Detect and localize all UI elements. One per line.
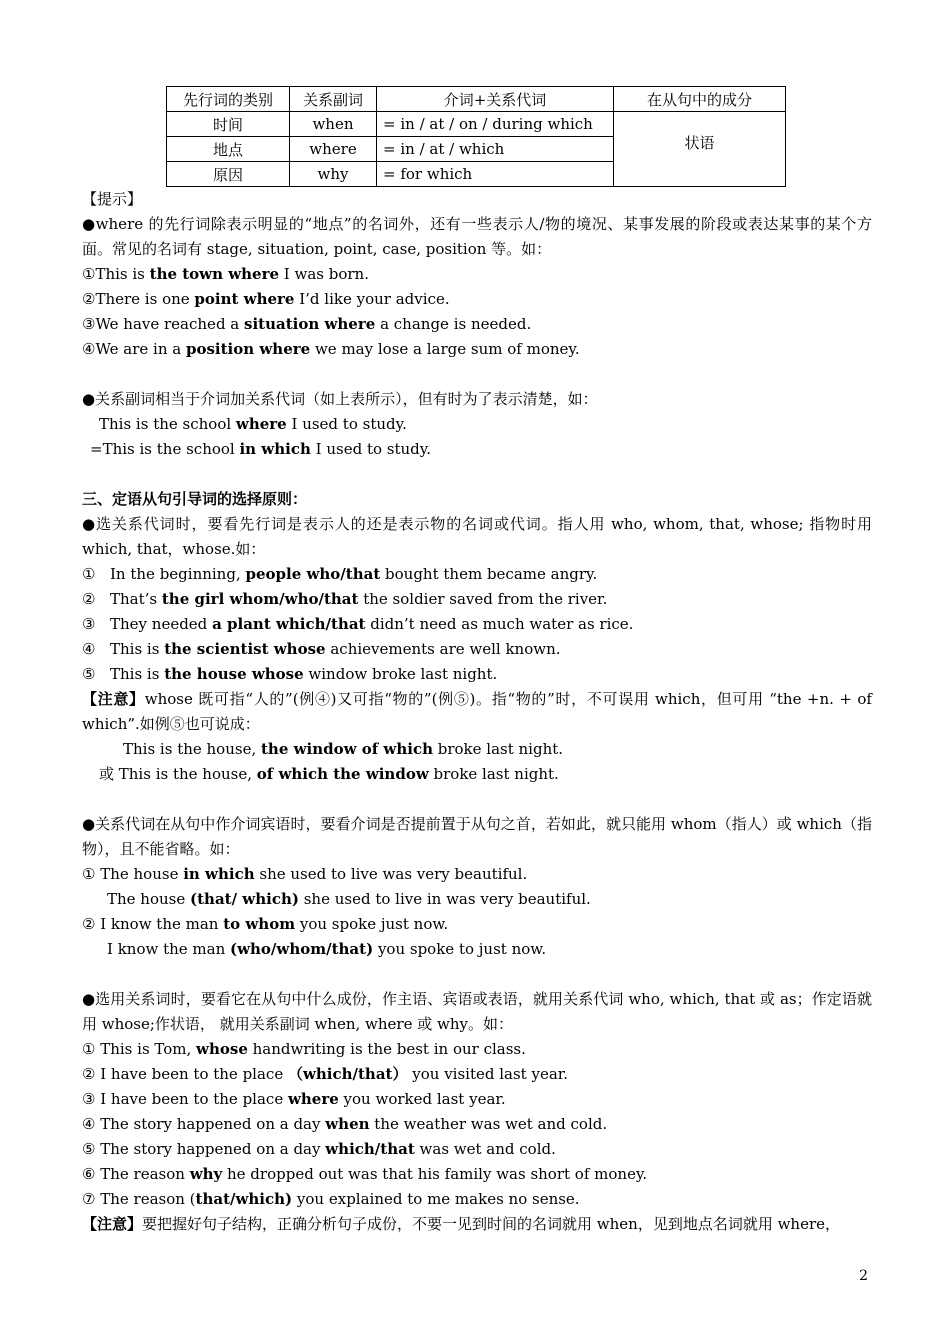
table-cell: = in / at / which — [377, 137, 614, 162]
rule-2: ●关系代词在从句中作介词宾语时，要看介词是否提前置于从句之首，若如此，就只能用 whom（指人）或 which（指物），且不能省略。如： — [82, 815, 872, 858]
table-cell: where — [290, 137, 377, 162]
example-line: ① This is Tom, whose handwriting is the best in our class. — [82, 1040, 526, 1058]
table-row — [167, 112, 786, 137]
example-line: ⑤ The story happened on a day which/that was wet and cold. — [82, 1140, 556, 1158]
section-title: 三、定语从句引导词的选择原则： — [82, 490, 308, 508]
table-cell: when — [290, 112, 377, 137]
example-line: ⑤ This is the house whose window broke last night. — [82, 665, 498, 683]
table-cell: = in / at / on / during which — [377, 112, 614, 137]
table-header: 在从句中的成分 — [614, 87, 786, 112]
example-line: ① In the beginning, people who/that bought them became angry. — [82, 565, 598, 583]
table-header: 关系副词 — [290, 87, 377, 112]
note-2: 【注意】要把握好句子结构，正确分析句子成份，不要一见到时间的名词就用 when，见到地点名词就用 where， — [82, 1215, 841, 1233]
example-line: ④ This is the scientist whose achievements are well known. — [82, 640, 561, 658]
example-line: ② I have been to the place （which/that） you visited last year. — [82, 1065, 569, 1083]
example-line: 或 This is the house, of which the window broke last night. — [99, 765, 559, 783]
example-line: ② I know the man to whom you spoke just now. — [82, 915, 449, 933]
example-line: ①This is the town where I was born. — [82, 265, 369, 283]
where-note: ●where 的先行词除表示明显的“地点”的名词外，还有一些表示人/物的境况、某事发展的阶段或表达某事的某个方面。常见的名词有 stage, situation, point, case, position 等。如： — [82, 215, 872, 258]
table-cell: = for which — [377, 162, 614, 187]
example-line: ③ They needed a plant which/that didn’t need as much water as rice. — [82, 615, 634, 633]
table-cell: 时间 — [167, 112, 290, 137]
document-page — [82, 86, 872, 1237]
adverb-note: ●关系副词相当于介词加关系代词（如上表所示），但有时为了表示清楚，如： — [82, 390, 598, 408]
tip-label: 【提示】 — [82, 190, 143, 208]
example-line: The house (that/ which) she used to live in was very beautiful. — [107, 890, 591, 908]
table-header-row — [167, 87, 786, 112]
example-line: ④We are in a position where we may lose a large sum of money. — [82, 340, 580, 358]
example-line: ② That’s the girl whom/who/that the soldier saved from the river. — [82, 590, 608, 608]
table-header: 先行词的类别 — [167, 87, 290, 112]
example-line: ⑥ The reason why he dropped out was that his family was short of money. — [82, 1165, 648, 1183]
note-1: 【注意】whose 既可指“人的”(例④)又可指“物的”(例⑤)。指“物的”时，不可误用 which，但可用 “the +n. + of which”.如例⑤也可说成： — [82, 690, 872, 733]
example-line: I know the man (who/whom/that) you spoke to just now. — [107, 940, 547, 958]
page-number: 2 — [859, 1268, 868, 1284]
table-cell: why — [290, 162, 377, 187]
table-cell: 原因 — [167, 162, 290, 187]
example-line: This is the house, the window of which broke last night. — [123, 740, 564, 758]
rule-3: ●选用关系词时，要看它在从句中什么成份，作主语、宾语或表语，就用关系代词 who, which, that 或 as；作定语就用 whose;作状语， 就用关系副词 when, where 或 why。如： — [82, 990, 872, 1033]
example-line: ③ I have been to the place where you worked last year. — [82, 1090, 506, 1108]
table-cell: 地点 — [167, 137, 290, 162]
example-line: ②There is one point where I’d like your advice. — [82, 290, 450, 308]
rule-1: ●选关系代词时，要看先行词是表示人的还是表示物的名词或代词。指人用 who, whom, that, whose; 指物时用 which, that，whose.如： — [82, 515, 872, 558]
example-line: ④ The story happened on a day when the weather was wet and cold. — [82, 1115, 608, 1133]
example-line: ③We have reached a situation where a change is needed. — [82, 315, 532, 333]
table-cell-role: 状语 — [614, 112, 786, 187]
example-line: ⑦ The reason (that/which) you explained to me makes no sense. — [82, 1190, 580, 1208]
example-line: =This is the school in which I used to study. — [90, 440, 432, 458]
example-line: ① The house in which she used to live was very beautiful. — [82, 865, 528, 883]
example-line: This is the school where I used to study. — [99, 415, 407, 433]
table-header: 介词+关系代词 — [377, 87, 614, 112]
relative-adverb-table — [166, 86, 786, 187]
